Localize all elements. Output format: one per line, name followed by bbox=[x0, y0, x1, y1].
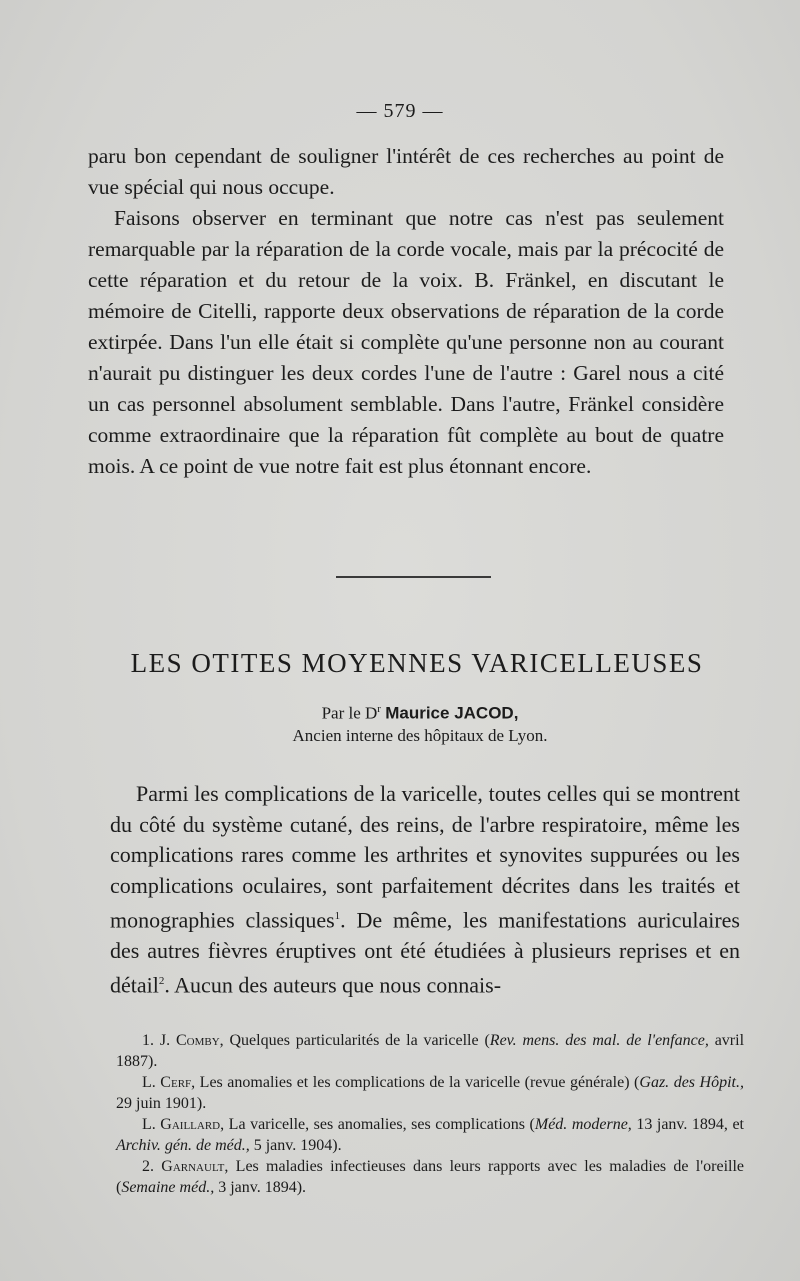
paragraph-3-part-b: . De même, les manifestations auriculaires des autres fièvres éruptives ont été étudiées à plusieurs reprises et en détail bbox=[110, 907, 740, 998]
footnote-1b-text: Les anomalies et les complications de la varicelle (revue générale) ( bbox=[195, 1074, 640, 1091]
footnote-1c-source-2: Archiv. gén. de méd., bbox=[116, 1137, 250, 1154]
footnote-2-source: Semaine méd., bbox=[121, 1179, 215, 1196]
footnote-1b-author: L. Cerf, bbox=[142, 1074, 196, 1091]
article-paragraph bbox=[110, 779, 740, 1001]
footnote-1c-date-2: 5 janv. 1904). bbox=[249, 1137, 342, 1154]
footnote-1-source: Rev. mens. des mal. de l'enfance, bbox=[489, 1032, 709, 1049]
footnote-1c-source: Méd. moderne, bbox=[534, 1116, 632, 1133]
footnote-2-text: Les maladies infectieuses dans leurs rapports avec les maladies de l'oreille ( bbox=[116, 1158, 745, 1196]
footnote-2 bbox=[116, 1156, 744, 1198]
footnote-2-author: Garnault, bbox=[161, 1158, 229, 1175]
footnote-1c-date: 13 janv. 1894, et bbox=[631, 1116, 744, 1133]
footnote-ref-2: 2 bbox=[158, 975, 165, 988]
footnote-1-date: avril 1887). bbox=[116, 1032, 745, 1070]
footnote-1-number: 1. bbox=[142, 1032, 154, 1049]
footnote-ref-1: 1 bbox=[334, 910, 341, 922]
footnote-2-number: 2. bbox=[142, 1158, 154, 1175]
footnote-1b bbox=[116, 1072, 744, 1114]
section-divider bbox=[336, 576, 491, 578]
page-number: — 579 — bbox=[356, 100, 444, 122]
byline-sup: r bbox=[377, 703, 381, 715]
paragraph-1-text: paru bon cependant de souligner l'intérêt de ces recherches au point de vue spécial qui nous occupe. bbox=[88, 144, 724, 199]
paragraph-3-part-c: . Aucun des auteurs que nous connais- bbox=[164, 972, 502, 998]
paragraph-2-text: Faisons observer en terminant que notre cas n'est pas seulement remarquable par la réparation de la corde vocale, mais par la précocité de cette réparation et du retour de la voix. B. Fränkel, en discutant le mémoire de Citelli, rapporte deux observations de réparation de la corde extirpée. Dans l'un elle était si complète qu'une personne non au courant n'aurait pu distinguer les deux cordes l'une de l'autre : Garel nous a cité un cas personnel absolument semblable. Dans l'autre, Fränkel considère comme extraordinaire que la réparation fût complète au bout de quatre mois. A ce point de vue notre fait est plus étonnant encore. bbox=[88, 206, 724, 478]
article-title: LES OTITES MOYENNES VARICELLEUSES bbox=[130, 648, 704, 678]
footnotes bbox=[116, 1030, 744, 1198]
author-name: Maurice JACOD, bbox=[385, 703, 519, 723]
footnote-1b-source: Gaz. des Hôpit., bbox=[639, 1074, 744, 1091]
footnote-1c-text: La varicelle, ses anomalies, ses complications ( bbox=[224, 1116, 535, 1133]
footnote-2-date: 3 janv. 1894). bbox=[214, 1179, 307, 1196]
footnote-1-text: Quelques particularités de la varicelle ( bbox=[223, 1032, 490, 1049]
footnote-1c bbox=[116, 1114, 744, 1156]
byline bbox=[0, 703, 800, 724]
paragraph-continuation bbox=[88, 141, 724, 482]
footnote-1 bbox=[116, 1030, 744, 1072]
author-affiliation: Ancien interne des hôpitaux de Lyon. bbox=[292, 726, 548, 745]
byline-prefix: Par le D bbox=[321, 703, 378, 723]
footnote-1b-date: 29 juin 1901). bbox=[116, 1095, 207, 1112]
paragraph-3-part-a: Parmi les complications de la varicelle, toutes celles qui se montrent du côté du système cutané, des reins, de l'arbre respiratoire, même les complications rares comme les arthrites et synovites suppurées ou les complications oculaires, sont parfaitement décrites dans les traités et monographies classiques bbox=[110, 781, 740, 933]
footnote-1-author: J. Comby, bbox=[159, 1032, 224, 1049]
footnote-1c-author: L. Gaillard, bbox=[142, 1116, 225, 1133]
